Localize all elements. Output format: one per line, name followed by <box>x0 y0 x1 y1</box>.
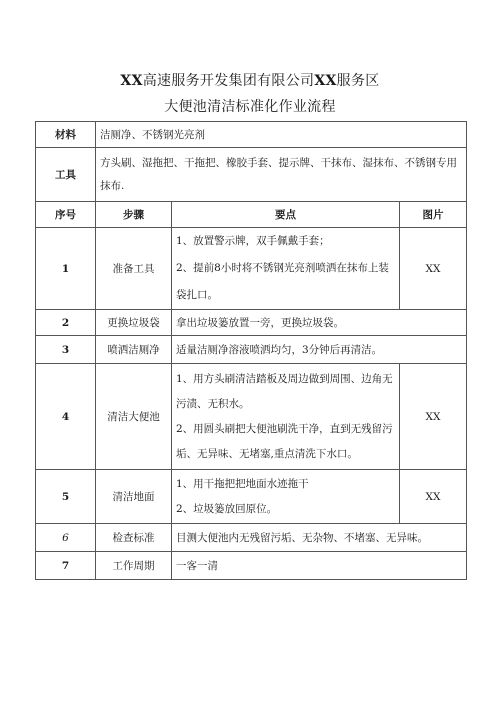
point-line: 污渍、无积水。 <box>176 397 250 410</box>
row-step: 准备工具 <box>96 228 172 310</box>
row-step: 喷洒洁厕净 <box>96 336 172 364</box>
header-points: 要点 <box>172 202 400 228</box>
point-line: 2、提前8小时将不锈钢光亮剂喷洒在抹布上装 <box>176 262 389 274</box>
tools-row <box>36 148 467 202</box>
row-number: 3 <box>36 336 96 364</box>
table-row <box>36 524 467 552</box>
row-points <box>172 470 400 524</box>
row-number: 4 <box>36 364 96 470</box>
table-row <box>36 228 467 310</box>
row-number: 5 <box>36 470 96 524</box>
table-row <box>36 336 467 364</box>
header-row <box>36 202 467 228</box>
row-step: 更换垃圾袋 <box>96 310 172 336</box>
document-subtitle: 大便池清洁标准化作业流程 <box>164 99 336 115</box>
row-points: 拿出垃圾篓放置一旁，更换垃圾袋。 <box>172 310 467 336</box>
procedure-table <box>35 121 467 580</box>
row-points <box>172 228 400 310</box>
materials-value: 洁厕净、不锈钢光亮剂 <box>96 122 467 148</box>
row-points <box>172 364 400 470</box>
materials-row <box>36 122 467 148</box>
title-prefix: XX <box>120 73 143 89</box>
row-step: 工作周期 <box>96 552 172 580</box>
row-points: 目测大便池内无残留污垢、无杂物、不堵塞、无异味。 <box>172 524 467 552</box>
row-image: XX <box>400 228 467 310</box>
row-number: 2 <box>36 310 96 336</box>
title-suffix: 服务区 <box>336 73 380 89</box>
tools-label: 工具 <box>36 148 96 202</box>
title-company: 高速服务开发集团有限公司 <box>142 73 315 89</box>
row-step: 检查标准 <box>96 524 172 552</box>
row-step: 清洁地面 <box>96 470 172 524</box>
tools-value: 方头刷、湿拖把、干拖把、橡胶手套、提示牌、干抹布、湿抹布、不锈钢专用抹布. <box>96 148 467 202</box>
table-row <box>36 470 467 524</box>
point-line: 袋扎口。 <box>176 289 218 301</box>
header-image: 图片 <box>400 202 467 228</box>
row-step: 清洁大便池 <box>96 364 172 470</box>
header-no: 序号 <box>36 202 96 228</box>
point-line: 垢、无异味、无堵塞,重点清洗下水口。 <box>176 447 358 460</box>
table-row <box>36 552 467 580</box>
point-line: 1、放置警示牌，双手佩戴手套； <box>176 235 330 247</box>
point-line: 2、用圆头刷把大便池刷洗干净，直到无残留污 <box>176 422 393 435</box>
point-line: 1、用方头刷清洁踏板及周边做到周围、边角无 <box>176 372 393 385</box>
table-row <box>36 364 467 470</box>
row-number: 1 <box>36 228 96 310</box>
point-line: 1、用干拖把把地面水迹拖干 <box>176 477 309 490</box>
materials-label: 材料 <box>36 122 96 148</box>
row-image: XX <box>400 364 467 470</box>
title-service-prefix: XX <box>314 73 337 89</box>
table-row <box>36 310 467 336</box>
row-number: 6 <box>36 524 96 552</box>
row-image: XX <box>400 470 467 524</box>
row-points: 一客一清 <box>172 552 467 580</box>
document-title <box>0 70 500 90</box>
row-points: 适量洁厕净溶液喷洒均匀，3分钟后再清洁。 <box>172 336 467 364</box>
point-line: 2、垃圾篓放回原位。 <box>176 502 278 515</box>
header-step: 步骤 <box>96 202 172 228</box>
row-number: 7 <box>36 552 96 580</box>
